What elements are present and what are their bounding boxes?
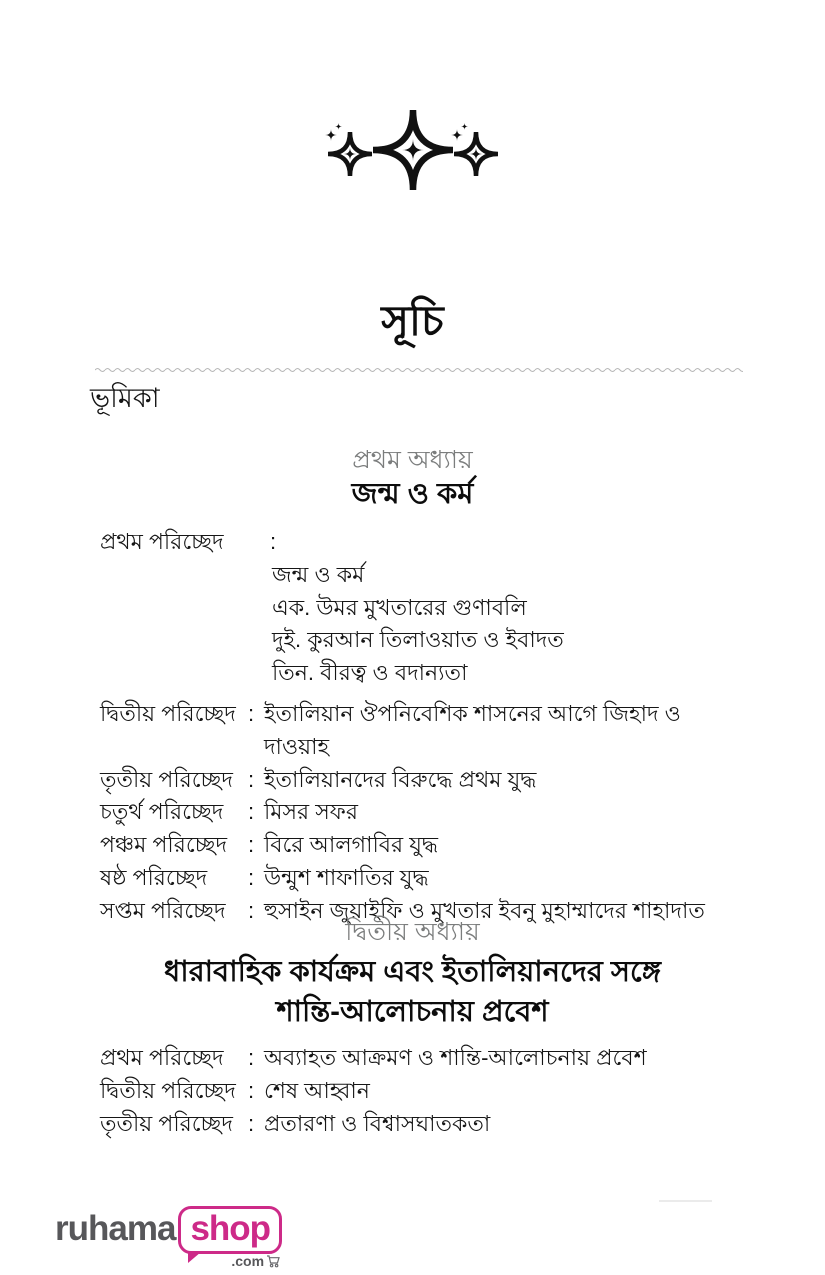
brand-text-shop: shop	[178, 1206, 282, 1254]
section-text: উন্মুশ শাফাতির যুদ্ধ	[264, 864, 429, 890]
colon-separator: :	[248, 799, 255, 825]
chapter1-heading: প্রথম অধ্যায়	[352, 446, 473, 474]
subline: দুই. কুরআন তিলাওয়াত ও ইবাদত	[272, 627, 564, 653]
chapter2-sections-block	[100, 1042, 740, 1140]
chapter2-title-line1: ধারাবাহিক কার্যক্রম এবং ইতালিয়ানদের সঙ্গে	[164, 956, 661, 988]
brand-text-ruhama: ruhama	[55, 1209, 176, 1248]
section-label: পঞ্চম পরিচ্ছেদ	[100, 832, 228, 858]
chapter1-section1-block	[100, 526, 740, 690]
faint-artifact-line	[659, 1200, 712, 1202]
section-label: সপ্তম পরিচ্ছেদ	[100, 897, 226, 923]
sparkle-ornament	[0, 106, 825, 201]
colon-separator: :	[248, 832, 255, 858]
section-text: অব্যাহত আক্রমণ ও শান্তি-আলোচনায় প্রবেশ	[264, 1045, 647, 1070]
brand-bubble	[178, 1206, 282, 1269]
colon-separator: :	[248, 701, 255, 726]
section-label: চতুর্থ পরিচ্ছেদ	[100, 799, 224, 825]
colon-separator: :	[248, 897, 255, 923]
chapter1-sections-block	[100, 698, 740, 928]
colon-separator: :	[248, 1077, 255, 1103]
intro-label: ভূমিকা	[90, 383, 160, 413]
section-label: দ্বিতীয় পরিচ্ছেদ	[100, 1077, 236, 1103]
toc-row	[100, 526, 740, 559]
wavy-divider	[95, 361, 743, 369]
section-text: হুসাইন জুয়াইফি ও মুখতার ইবনু মুহাম্মাদের শাহাদাত	[264, 897, 705, 923]
section1-sublines	[100, 559, 740, 690]
colon-separator: :	[248, 864, 255, 890]
colon-separator: :	[248, 1045, 255, 1070]
chapter2-title-line2: শান্তি-আলোচনায় প্রবেশ	[276, 996, 549, 1028]
toc-row	[100, 1075, 740, 1108]
section-text: বিরে আলগাবির যুদ্ধ	[264, 832, 439, 858]
section-text: শেষ আহ্বান	[264, 1077, 370, 1103]
toc-row	[100, 1042, 740, 1075]
ruhamashop-watermark	[55, 1206, 282, 1269]
toc-row	[100, 829, 740, 862]
colon-separator: :	[270, 529, 277, 554]
section-label: তৃতীয় পরিচ্ছেদ	[100, 1110, 233, 1136]
chapter2-title	[0, 952, 825, 1032]
sparkle-stars-icon	[293, 106, 533, 196]
brand-text-com: .com	[231, 1253, 265, 1269]
section-text: ইতালিয়ান ঔপনিবেশিক শাসনের আগে জিহাদ ও দাওয়াহ	[264, 701, 681, 759]
section-text: মিসর সফর	[264, 799, 358, 825]
toc-row	[100, 862, 740, 895]
chapter2-heading: দ্বিতীয় অধ্যায়	[345, 918, 480, 946]
chapter1-title: জন্ম ও কর্ম	[351, 478, 474, 510]
section-label: তৃতীয় পরিচ্ছেদ	[100, 766, 233, 792]
brand-suffix-row	[231, 1253, 280, 1269]
colon-separator: :	[248, 1110, 255, 1136]
section-text: ইতালিয়ানদের বিরুদ্ধে প্রথম যুদ্ধ	[264, 766, 537, 792]
colon-separator: :	[248, 766, 255, 792]
section-text: প্রতারণা ও বিশ্বাসঘাতকতা	[264, 1110, 491, 1136]
toc-row	[100, 764, 740, 797]
section-label: প্রথম পরিচ্ছেদ	[100, 529, 224, 554]
speech-bubble-tail	[188, 1252, 201, 1263]
section-label: প্রথম পরিচ্ছেদ	[100, 1045, 224, 1070]
subline: জন্ম ও কর্ম	[272, 561, 365, 587]
shopping-cart-icon	[266, 1255, 280, 1268]
page-title: সূচি	[381, 297, 444, 344]
subline: তিন. বীরত্ব ও বদান্যতা	[272, 660, 468, 686]
subline: এক. উমর মুখতারের গুণাবলি	[272, 594, 527, 620]
toc-row	[100, 796, 740, 829]
section-label: দ্বিতীয় পরিচ্ছেদ	[100, 701, 236, 726]
toc-row	[100, 1108, 740, 1141]
toc-row	[100, 698, 740, 764]
section-label: ষষ্ঠ পরিচ্ছেদ	[100, 864, 208, 890]
